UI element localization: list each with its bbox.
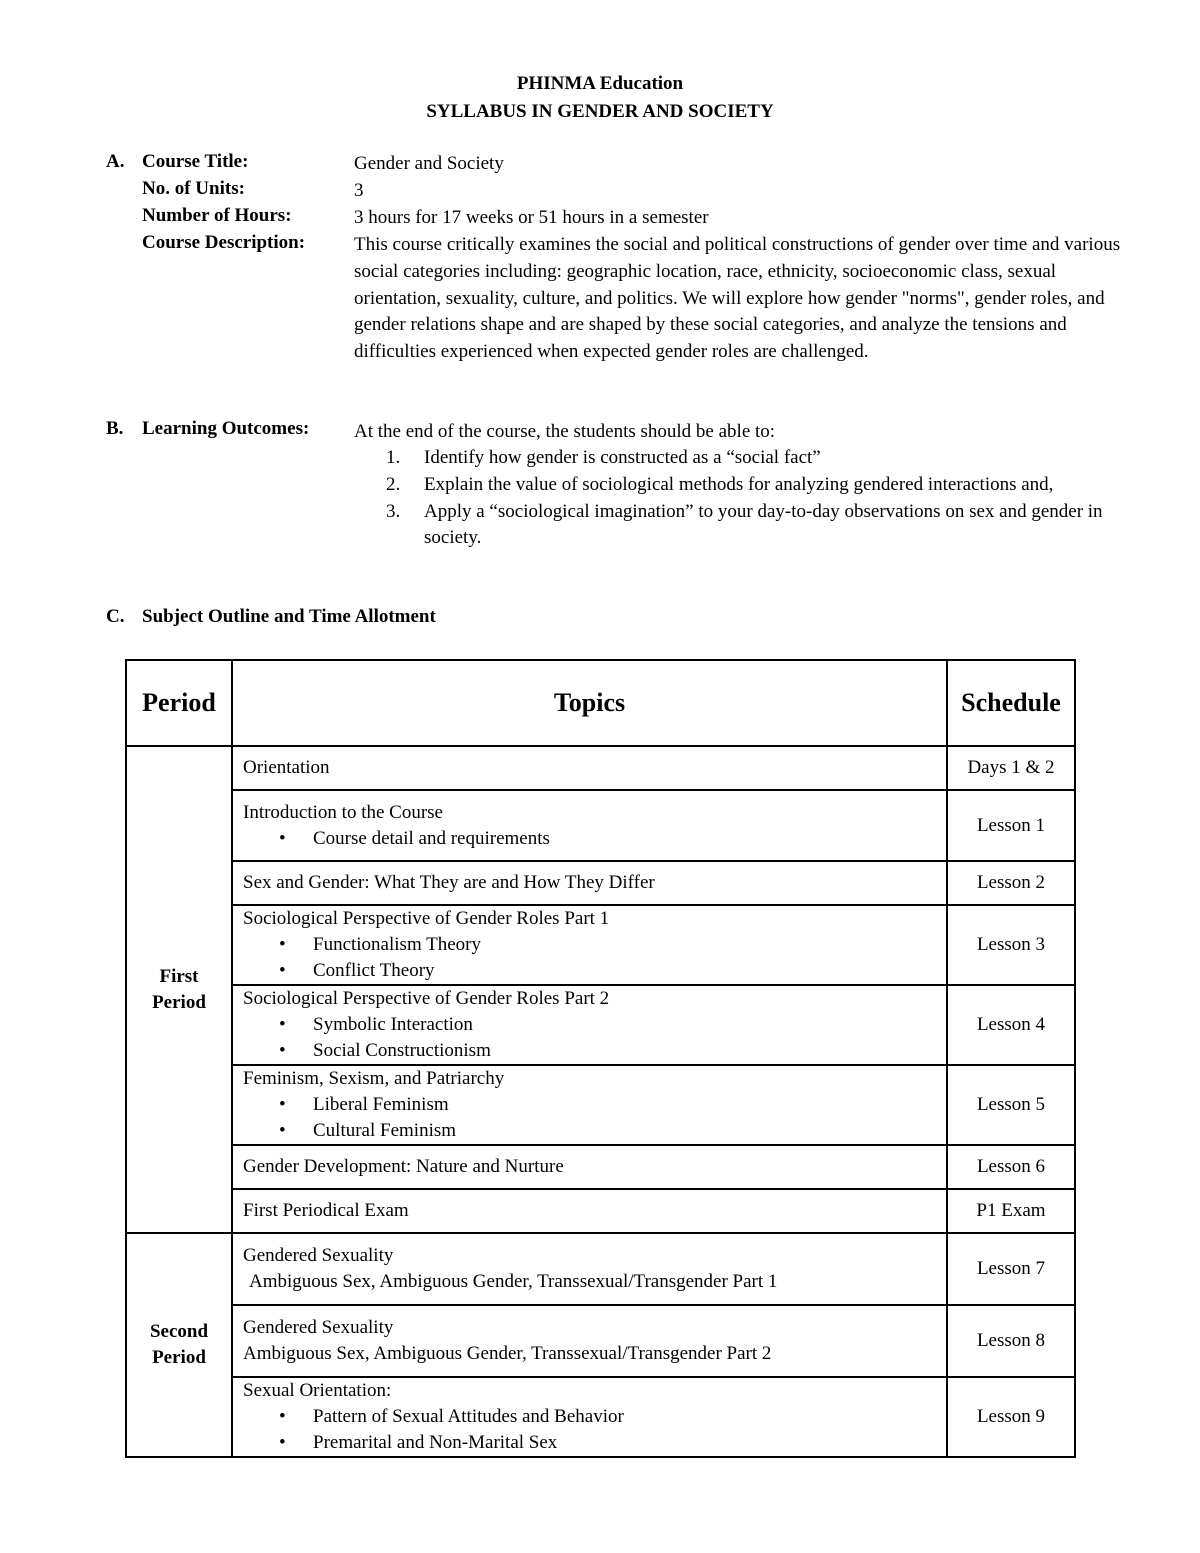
learning-outcomes-label: Learning Outcomes: <box>142 418 310 439</box>
outcome-item <box>354 472 1114 499</box>
schedule-cell: Days 1 & 2 <box>947 746 1075 790</box>
topic-cell <box>232 985 947 1065</box>
table-row <box>126 1145 1075 1189</box>
hours-value: 3 hours for 17 weeks or 51 hours in a semester <box>354 207 709 228</box>
topic-title: Gendered Sexuality <box>243 1317 394 1338</box>
first-period-line2: Period <box>152 991 206 1013</box>
section-a-letter: A. <box>106 151 125 172</box>
topic-bullet: • Liberal Feminism <box>243 1092 936 1118</box>
table-row <box>126 905 1075 985</box>
topic-title: Sociological Perspective of Gender Roles Part 1 <box>243 908 610 929</box>
topic-cell <box>232 1065 947 1145</box>
topic-cell <box>232 861 947 905</box>
course-title-label: Course Title: <box>142 151 249 172</box>
topic-cell <box>232 1189 947 1233</box>
section-b-letter: B. <box>106 418 124 439</box>
topic-bullet: • Social Constructionism <box>243 1038 936 1064</box>
document-header <box>0 70 1200 126</box>
topic-title: Gendered Sexuality <box>243 1245 394 1266</box>
table-row <box>126 1305 1075 1377</box>
topic-bullet: • Pattern of Sexual Attitudes and Behavior <box>243 1404 936 1430</box>
schedule-cell: Lesson 7 <box>947 1233 1075 1305</box>
table-header-row <box>126 660 1075 746</box>
topic-cell <box>232 1145 947 1189</box>
course-description: This course critically examines the social and political constructions of gender over time and various social categories including: geographic location, race, ethnicity, socioeconomic class, sexual orientation, sexuality, culture, and politics. We will explore how gender "norms", gender roles, and gender relations shape and are shaped by these social categories, and analyze the tensions and difficulties experienced when expected gender roles are challenged. <box>354 234 1121 363</box>
org-name: PHINMA Education <box>516 73 684 94</box>
topic-subtitle: Ambiguous Sex, Ambiguous Gender, Transsexual/Transgender Part 2 <box>243 1343 772 1364</box>
topic-cell <box>232 746 947 790</box>
schedule-cell: Lesson 4 <box>947 985 1075 1065</box>
topic-bullet: • Premarital and Non-Marital Sex <box>243 1430 936 1456</box>
topics-header: Topics <box>232 660 947 746</box>
table-row <box>126 1377 1075 1457</box>
schedule-cell: Lesson 8 <box>947 1305 1075 1377</box>
outcome-number: 3. <box>386 500 401 522</box>
schedule-cell: Lesson 9 <box>947 1377 1075 1457</box>
topic-bullet: • Conflict Theory <box>243 958 936 984</box>
description-label: Course Description: <box>142 232 306 253</box>
topic-title: Feminism, Sexism, and Patriarchy <box>243 1068 505 1089</box>
section-c-letter: C. <box>106 606 125 627</box>
schedule-cell: Lesson 3 <box>947 905 1075 985</box>
topic-bullet: • Symbolic Interaction <box>243 1012 936 1038</box>
second-period-line1: Second <box>149 1321 209 1342</box>
outcome-number: 2. <box>386 473 401 495</box>
outcome-item <box>354 499 1114 553</box>
outcomes-intro: At the end of the course, the students should be able to: <box>354 421 776 442</box>
table-row <box>126 1065 1075 1145</box>
second-period-line2: Period <box>152 1347 206 1368</box>
section-c-label: Subject Outline and Time Allotment <box>142 606 436 627</box>
outcome-text: Apply a “sociological imagination” to your day-to-day observations on sex and gender in society. <box>424 500 1103 549</box>
topic-title: Gender Development: Nature and Nurture <box>243 1156 564 1177</box>
topic-title: Introduction to the Course <box>243 801 443 823</box>
outcome-item <box>354 445 1114 472</box>
subject-outline-table <box>125 659 1076 1458</box>
topic-cell <box>232 1233 947 1305</box>
units-label: No. of Units: <box>142 178 245 199</box>
schedule-cell: Lesson 1 <box>947 790 1075 861</box>
schedule-cell: Lesson 2 <box>947 861 1075 905</box>
learning-outcomes <box>354 418 1114 552</box>
table-row <box>126 790 1075 861</box>
schedule-cell: P1 Exam <box>947 1189 1075 1233</box>
second-period-cell <box>126 1233 232 1457</box>
table-row <box>126 861 1075 905</box>
first-period-cell <box>126 746 232 1233</box>
topic-cell <box>232 1377 947 1457</box>
topic-title: Sex and Gender: What They are and How They Differ <box>243 872 655 893</box>
first-period-line1: First <box>159 965 199 987</box>
schedule-cell: Lesson 5 <box>947 1065 1075 1145</box>
topic-bullet: • Cultural Feminism <box>243 1118 936 1144</box>
table-row <box>126 985 1075 1065</box>
table-row <box>126 1233 1075 1305</box>
schedule-cell: Lesson 6 <box>947 1145 1075 1189</box>
outcome-number: 1. <box>386 447 401 468</box>
outcome-text: Identify how gender is constructed as a “social fact” <box>424 447 821 468</box>
hours-label: Number of Hours: <box>142 205 292 226</box>
topic-bullet: • Functionalism Theory <box>243 932 936 958</box>
topic-bullet: • Course detail and requirements <box>243 826 936 852</box>
topic-title: Sociological Perspective of Gender Roles Part 2 <box>243 988 610 1009</box>
topic-cell <box>232 790 947 861</box>
table-row <box>126 746 1075 790</box>
units-value: 3 <box>354 180 364 201</box>
topic-cell <box>232 1305 947 1377</box>
document-title: SYLLABUS IN GENDER AND SOCIETY <box>426 101 774 122</box>
course-title-value: Gender and Society <box>354 153 504 174</box>
outcome-text: Explain the value of sociological methods for analyzing gendered interactions and, <box>424 473 1054 495</box>
period-header: Period <box>126 660 232 746</box>
table-row <box>126 1189 1075 1233</box>
topic-title: First Periodical Exam <box>243 1200 409 1221</box>
schedule-header: Schedule <box>947 660 1075 746</box>
topic-subtitle: Ambiguous Sex, Ambiguous Gender, Transsexual/Transgender Part 1 <box>249 1271 778 1292</box>
topic-title: Orientation <box>243 757 330 778</box>
topic-cell <box>232 905 947 985</box>
topic-title: Sexual Orientation: <box>243 1380 392 1401</box>
